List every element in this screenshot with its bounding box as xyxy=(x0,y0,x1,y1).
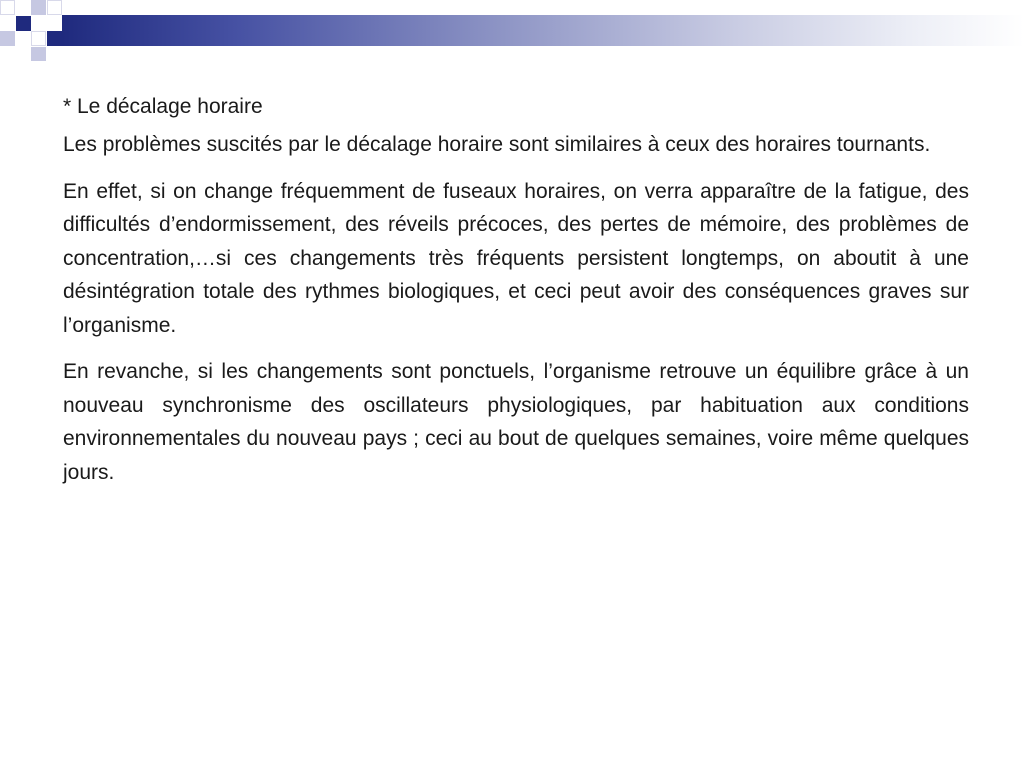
slide-content xyxy=(63,92,969,502)
decor-square xyxy=(16,16,31,31)
decor-square xyxy=(47,0,62,15)
decor-square xyxy=(31,47,46,61)
paragraph: En effet, si on change fréquemment de fuseaux horaires, on verra apparaître de la fatigue, des difficultés d’endormissement, des réveils précoces, des pertes de mémoire, des problèmes de concentration,…si ces changements très fréquents persistent longtemps, on aboutit à une désintégration totale des rythmes biologiques, et ceci peut avoir des conséquences graves sur l’organisme. xyxy=(63,179,969,337)
decor-square xyxy=(31,31,46,46)
decor-square xyxy=(0,0,15,15)
decor-square xyxy=(31,0,46,15)
decor-square xyxy=(47,31,62,46)
header-gradient-band xyxy=(62,15,1024,46)
decor-square xyxy=(0,31,15,46)
paragraph: Les problèmes suscités par le décalage horaire sont similaires à ceux des horaires tournants. xyxy=(63,133,931,156)
paragraph: En revanche, si les changements sont ponctuels, l’organisme retrouve un équilibre grâce à un nouveau synchronisme des oscillateurs physiologiques, par habituation aux conditions environnementales du nouveau pays ; ceci au bout de quelques semaines, voire même quelques jours. xyxy=(63,360,969,484)
slide-heading: * Le décalage horaire xyxy=(63,95,263,118)
